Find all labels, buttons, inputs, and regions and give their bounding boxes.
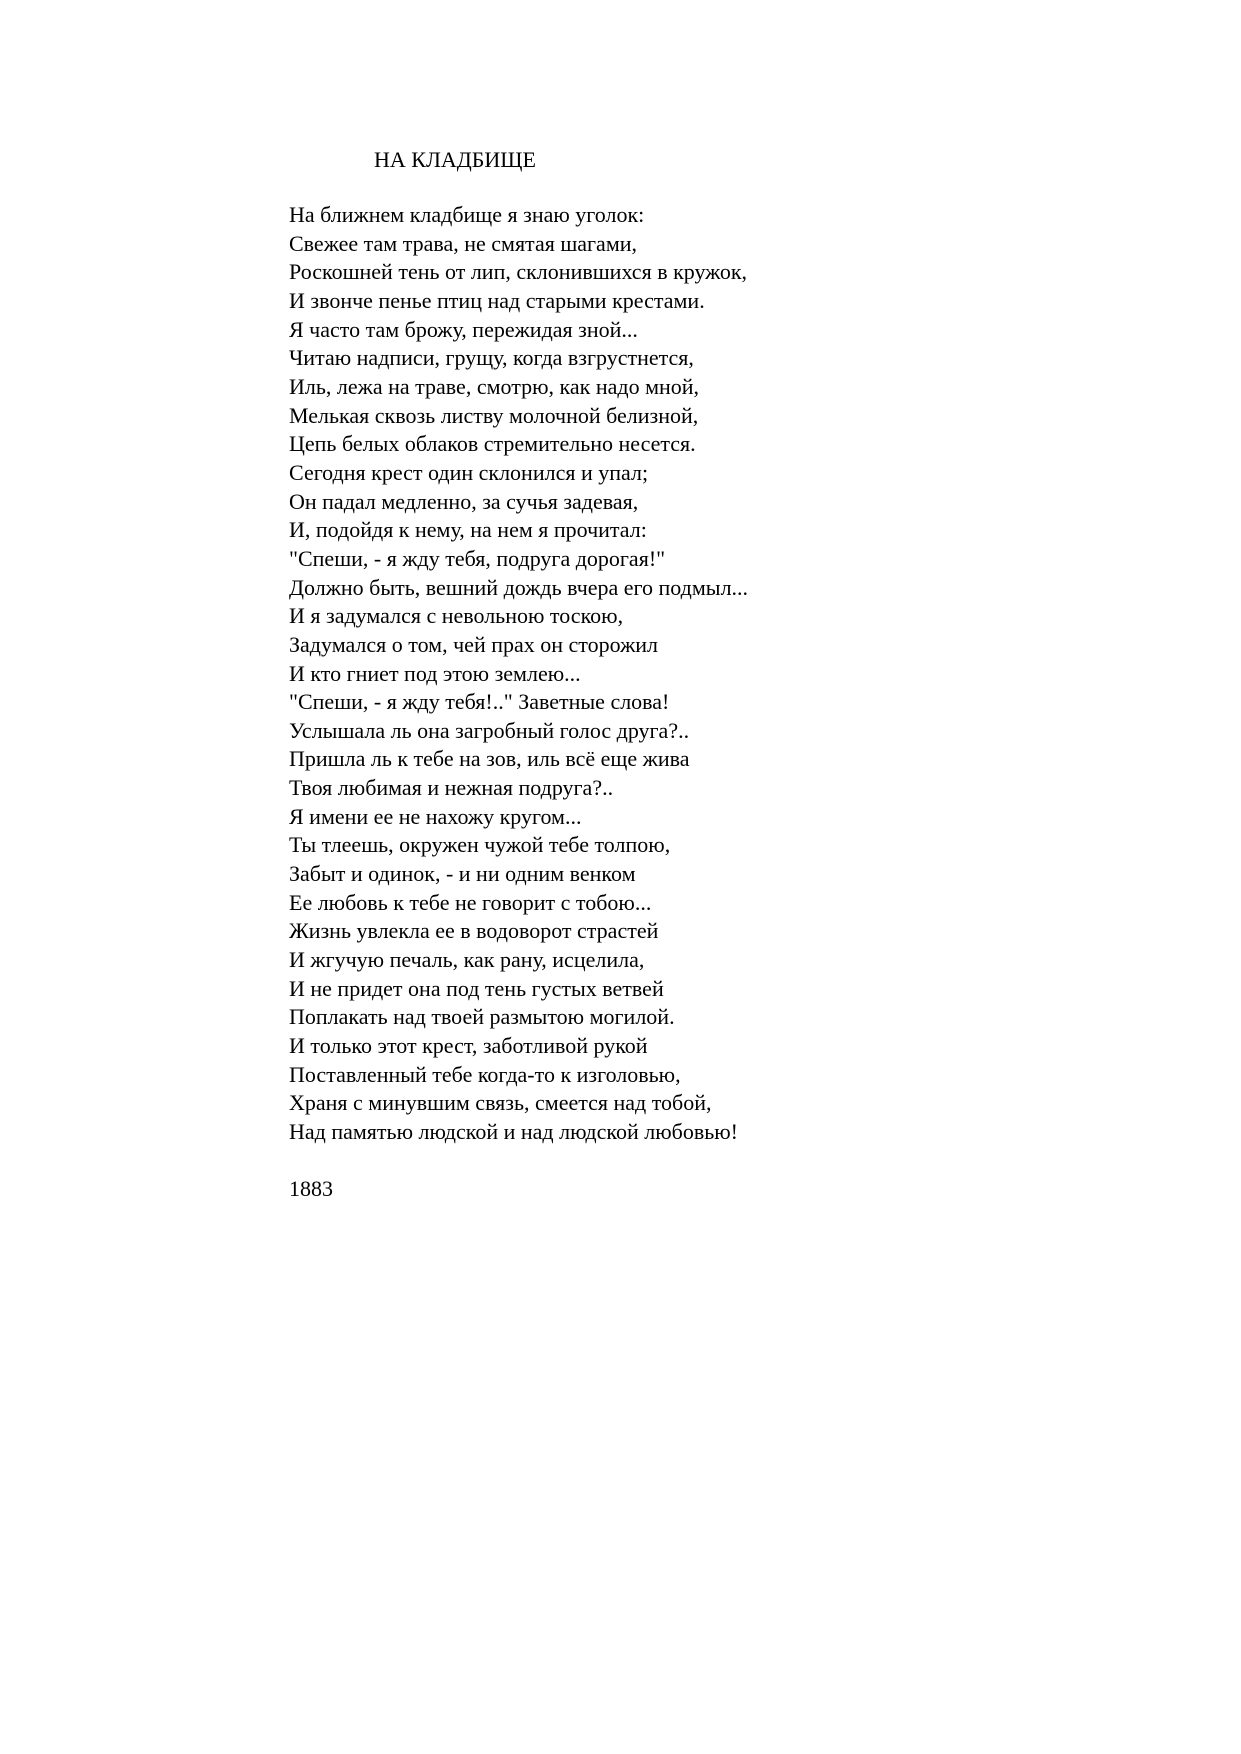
poem-line: И только этот крест, заботливой рукой — [289, 1033, 648, 1059]
poem-line: И жгучую печаль, как рану, исцелила, — [289, 947, 645, 973]
poem-line: Свежее там трава, не смятая шагами, — [289, 230, 638, 256]
poem-line: Ты тлеешь, окружен чужой тебе толпою, — [289, 832, 671, 858]
poem-line: Твоя любимая и нежная подруга?.. — [289, 775, 614, 801]
poem-line: Ее любовь к тебе не говорит с тобою... — [289, 889, 652, 915]
poem-year: 1883 — [289, 1176, 333, 1201]
poem-line: Я имени ее не нахожу кругом... — [289, 803, 582, 829]
poem-line: Цепь белых облаков стремительно несется. — [289, 431, 696, 457]
poem-line: Должно быть, вешний дождь вчера его подмыл... — [289, 574, 749, 600]
poem-line: И звонче пенье птиц над старыми крестами. — [289, 287, 705, 313]
poem-line: Он падал медленно, за сучья задевая, — [289, 488, 639, 514]
poem-line: Услышала ль она загробный голос друга?.. — [289, 717, 690, 743]
poem-line: Иль, лежа на траве, смотрю, как надо мной, — [289, 373, 700, 399]
poem-body — [289, 201, 748, 1147]
poem-line: На ближнем кладбище я знаю уголок: — [289, 202, 645, 227]
poem-line: Жизнь увлекла ее в водоворот страстей — [289, 918, 659, 944]
poem-line: И я задумался с невольною тоскою, — [289, 603, 624, 629]
poem-title: НА КЛАДБИЩЕ — [374, 147, 536, 172]
poem-line: Читаю надписи, грущу, когда взгрустнется, — [289, 345, 694, 371]
poem-line: Задумался о том, чей прах он сторожил — [289, 631, 659, 657]
poem-line: И не придет она под тень густых ветвей — [289, 975, 664, 1001]
poem-line: Мелькая сквозь листву молочной белизной, — [289, 402, 699, 428]
poem-line: Пришла ль к тебе на зов, иль всё еще жива — [289, 746, 690, 772]
poem-line: Поплакать над твоей размытою могилой. — [289, 1004, 675, 1030]
poem-line: "Спеши, - я жду тебя!.." Заветные слова! — [289, 689, 670, 715]
poem-line: И кто гниет под этою землею... — [289, 660, 581, 686]
poem-line: Я часто там брожу, пережидая зной... — [289, 316, 638, 342]
poem-line: Поставленный тебе когда-то к изголовью, — [289, 1061, 681, 1087]
poem-line: Роскошней тень от лип, склонившихся в кружок, — [289, 259, 748, 285]
poem-line: Забыт и одинок, - и ни одним венком — [289, 861, 636, 887]
poem-line: Храня с минувшим связь, смеется над тобой, — [289, 1090, 712, 1116]
poem-line: И, подойдя к нему, на нем я прочитал: — [289, 517, 647, 543]
poem-line: Над памятью людской и над людской любовью! — [289, 1119, 739, 1144]
poem-line: "Спеши, - я жду тебя, подруга дорогая!" — [289, 545, 666, 571]
poem-line: Сегодня крест один склонился и упал; — [289, 459, 649, 485]
